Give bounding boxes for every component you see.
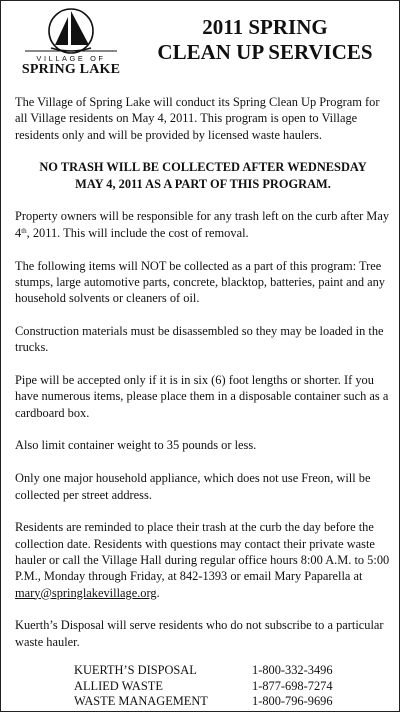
responsibility-text-end: , 2011. This will include the cost of removal. (26, 225, 249, 240)
hauler-list (74, 662, 391, 708)
deadline-notice (15, 159, 391, 192)
logo-name: SPRING LAKE (21, 62, 121, 77)
hauler-row (74, 693, 391, 708)
hauler-name: ALLIED WASTE (74, 678, 163, 693)
responsibility-paragraph (15, 208, 391, 241)
hauler-row (74, 678, 391, 693)
village-logo (15, 7, 127, 77)
ordinal-suffix: th (21, 226, 27, 235)
hauler-phone: 1-800-332-3496 (252, 663, 333, 678)
construction-paragraph: Construction materials must be disassembled so they may be loaded in the trucks. (15, 323, 384, 355)
reminder-period: . (156, 585, 160, 600)
hauler-phone: 1-800-796-9696 (252, 694, 333, 709)
email-link[interactable]: mary@springlakevillage.org (15, 585, 157, 600)
body-text (15, 94, 391, 708)
logo-village-of: VILLAGE OF (36, 54, 106, 63)
sailboat-icon (15, 7, 127, 55)
not-collected-paragraph: The following items will NOT be collected as a part of this program: Tree stumps, large automotive parts, concrete, blacktop, batteries, paint and any household solvents or cleaners of oil. (15, 258, 386, 306)
page-title (137, 15, 393, 65)
kuerth-paragraph: Kuerth’s Disposal will serve residents who do not subscribe to a particular waste hauler. (15, 618, 384, 649)
hauler-name: WASTE MANAGEMENT (74, 694, 208, 709)
reminder-paragraph (15, 519, 391, 600)
responsibility-text: Property owners will be responsible for any trash left on the curb after May 4 (15, 209, 390, 240)
appliance-paragraph: Only one major household appliance, which does not use Freon, will be collected per street address. (15, 471, 371, 502)
weight-paragraph: Also limit container weight to 35 pounds or less. (15, 438, 257, 453)
reminder-text: Residents are reminded to place their trash at the curb the day before the collection date. Residents with questions may contact their private waste hauler or call the Village Hall during regular office hours 8:00 A.M. to 5:00 P.M., Monday through Friday, at 842-1393 or email Mary Paparella at (15, 520, 390, 584)
title-line-1: 2011 SPRING (202, 15, 328, 39)
header (1, 1, 400, 81)
hauler-name: KUERTH’S DISPOSAL (74, 663, 197, 678)
notice-line-1: NO TRASH WILL BE COLLECTED AFTER WEDNESDAY (39, 160, 367, 175)
hauler-row (74, 662, 391, 677)
title-line-2: CLEAN UP SERVICES (157, 40, 373, 64)
notice-line-2: MAY 4, 2011 AS A PART OF THIS PROGRAM. (75, 176, 331, 191)
intro-paragraph: The Village of Spring Lake will conduct its Spring Clean Up Program for all Village residents on May 4, 2011. This program is open to Village residents only and will be provided by licensed waste haulers. (15, 95, 380, 142)
hauler-phone: 1-877-698-7274 (252, 678, 333, 693)
pipe-paragraph: Pipe will be accepted only if it is in six (6) foot lengths or shorter. If you have numerous items, please place them in a disposable container such as a cardboard box. (15, 373, 389, 420)
